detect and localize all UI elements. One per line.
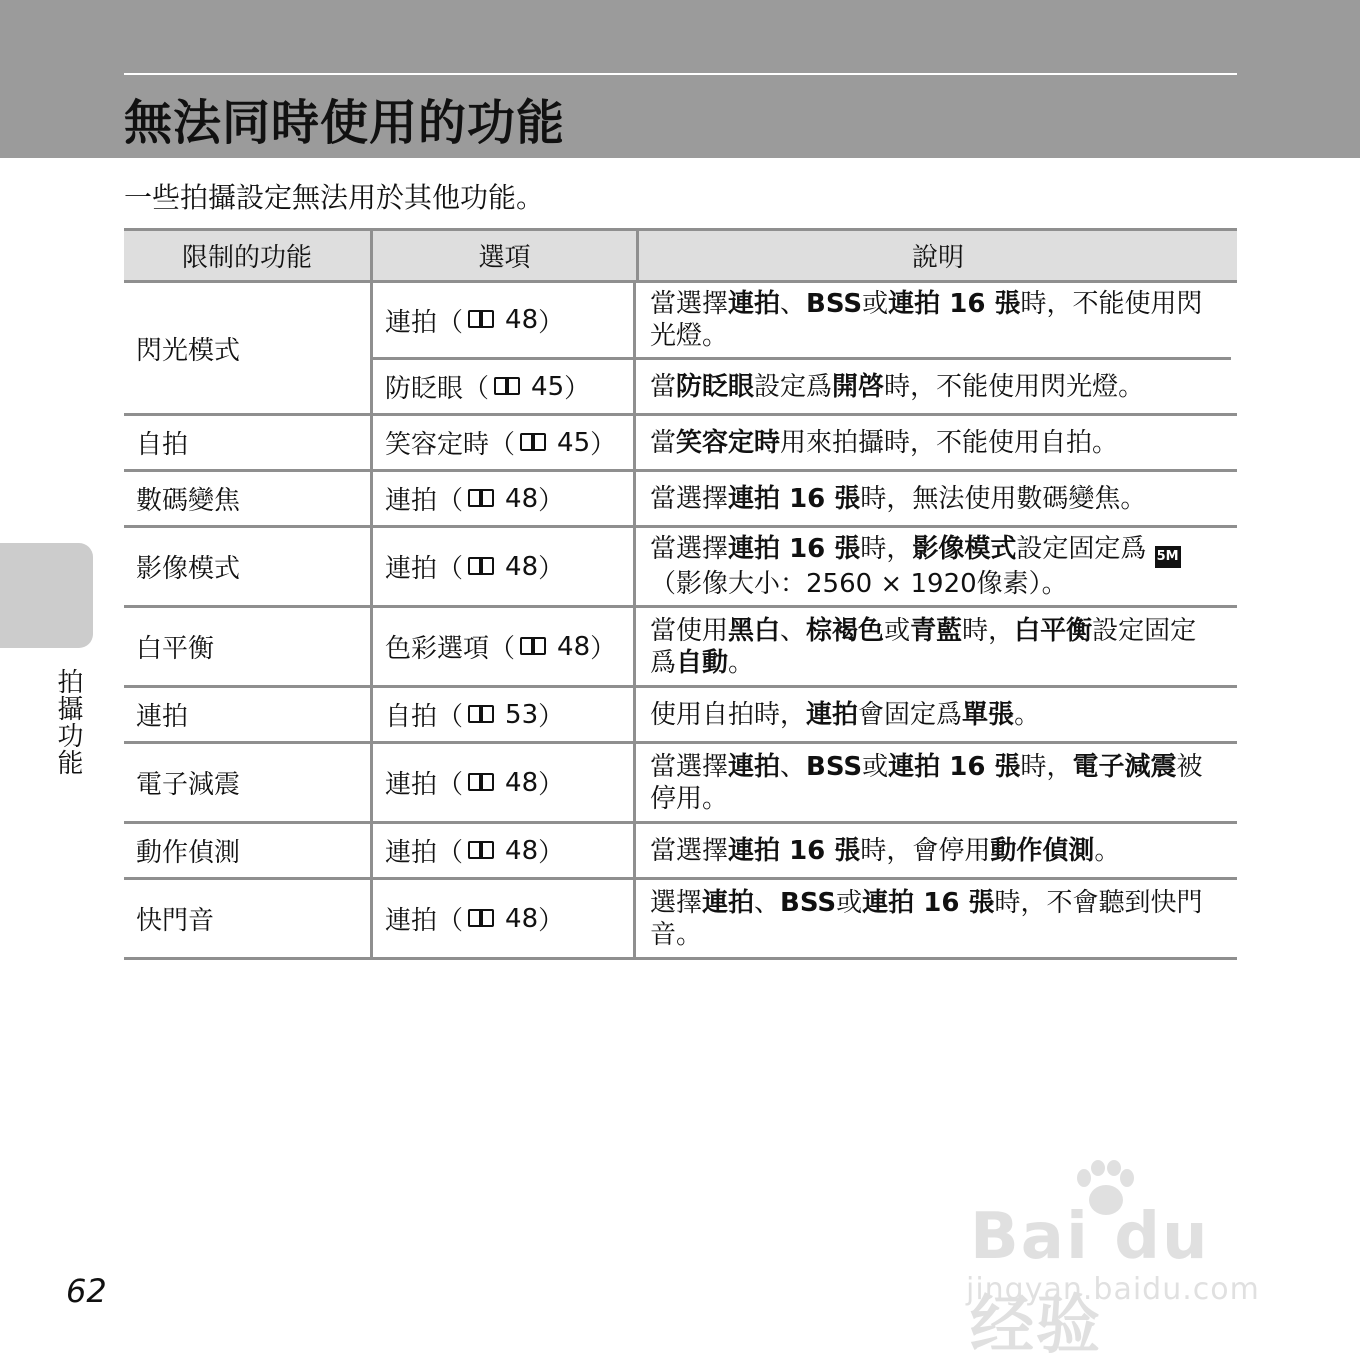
description-segment: 當	[650, 371, 677, 402]
table-row-group	[124, 416, 1237, 472]
option-label: 連拍	[385, 554, 438, 584]
table-row	[370, 824, 1231, 877]
watermark-logo: Bai du 经验	[970, 1200, 1210, 1363]
ref-close-paren: ）	[590, 634, 617, 664]
description-cell	[633, 360, 1231, 413]
description-emphasis: 連拍	[702, 887, 755, 918]
description-emphasis: 單張	[962, 699, 1015, 730]
description-text	[650, 887, 1217, 951]
description-segment: 設定爲	[754, 371, 833, 402]
description-cell	[633, 283, 1231, 357]
table-row-group	[124, 472, 1237, 528]
table-row	[370, 744, 1231, 821]
description-segment: 當選擇	[650, 483, 729, 514]
option-label: 連拍	[385, 906, 438, 936]
description-cell	[633, 416, 1231, 469]
description-segment: 或	[862, 289, 889, 319]
ref-close-paren: ）	[538, 486, 565, 516]
option-cell	[370, 472, 633, 525]
ref-open-paren: （	[489, 430, 516, 460]
description-segment: 。	[1014, 699, 1041, 730]
option-label: 連拍	[385, 838, 438, 868]
option-rows	[370, 880, 1231, 957]
description-emphasis: 白平衡	[1014, 615, 1093, 646]
watermark	[960, 1160, 1280, 1363]
page-reference: 48	[505, 483, 539, 514]
description-cell	[633, 688, 1231, 741]
option-cell	[370, 688, 633, 741]
description-segment: 時，	[860, 534, 913, 564]
description-segment: 時，	[1020, 751, 1073, 782]
ref-open-paren: （	[437, 307, 464, 338]
table-row-group	[124, 824, 1237, 880]
description-cell	[633, 528, 1231, 605]
description-emphasis: 連拍	[806, 699, 859, 730]
option-label: 防眨眼	[385, 374, 464, 404]
description-text	[650, 371, 1144, 403]
ref-open-paren: （	[489, 634, 516, 664]
description-text	[650, 427, 1118, 459]
description-emphasis: 連拍	[728, 751, 781, 782]
description-segment: （影像大小：2560 × 1920像素）。	[650, 569, 1068, 599]
table-body	[124, 283, 1237, 960]
header-description: 說明	[636, 231, 1237, 280]
option-rows	[370, 472, 1231, 525]
table-row-group	[124, 880, 1237, 960]
book-reference-icon	[467, 908, 497, 930]
option-label: 連拍	[385, 770, 438, 800]
intro-text: 一些拍攝設定無法用於其他功能。	[124, 181, 545, 214]
description-segment: 或	[836, 887, 863, 918]
ref-close-paren: ）	[564, 374, 591, 404]
feature-cell: 白平衡	[136, 634, 215, 664]
table-row-group	[124, 608, 1237, 688]
option-cell	[370, 744, 633, 821]
ref-open-paren: （	[437, 702, 464, 732]
book-reference-icon	[467, 772, 497, 794]
ref-open-paren: （	[463, 374, 490, 404]
description-segment: 時，不能使用閃光燈。	[884, 371, 1145, 402]
page-reference: 48	[505, 305, 539, 335]
feature-cell: 影像模式	[136, 554, 241, 584]
image-size-5m-icon: 5M	[1155, 546, 1181, 568]
description-emphasis: 連拍 16 張	[888, 289, 1021, 319]
page-reference: 48	[505, 551, 539, 582]
option-label: 連拍	[385, 307, 438, 338]
description-segment: 時，會停用	[860, 835, 991, 866]
description-segment: 、	[754, 887, 781, 918]
description-segment: 時，無法使用數碼變焦。	[860, 483, 1147, 514]
description-emphasis: 自動	[676, 647, 729, 678]
table-row-group	[124, 688, 1237, 744]
table-row	[370, 688, 1231, 741]
table-row	[370, 360, 1231, 413]
description-segment: 時，	[962, 615, 1015, 646]
ref-close-paren: ）	[538, 307, 565, 338]
table-row-group	[124, 528, 1237, 608]
option-rows	[370, 528, 1231, 605]
description-segment: 、	[780, 751, 807, 782]
feature-cell: 閃光模式	[136, 335, 241, 366]
description-segment: 或	[862, 751, 889, 782]
book-reference-icon	[467, 309, 497, 331]
description-emphasis: 笑容定時	[676, 427, 781, 458]
book-reference-icon	[519, 636, 549, 658]
table-row	[370, 528, 1231, 605]
description-segment: 、	[780, 615, 807, 646]
feature-cell: 自拍	[136, 430, 189, 460]
page-reference: 48	[505, 835, 539, 866]
table-row	[370, 472, 1231, 525]
description-emphasis: 連拍 16 張	[728, 483, 861, 514]
option-label: 笑容定時	[385, 430, 490, 460]
book-reference-icon	[519, 432, 549, 454]
description-segment: 時，不會聽到快門音。	[650, 887, 1203, 950]
description-segment: 。	[1094, 835, 1121, 866]
description-emphasis: BSS	[780, 887, 837, 918]
description-segment: 用來拍攝時，不能使用自拍。	[780, 427, 1119, 458]
table-row-group	[124, 744, 1237, 824]
description-emphasis: 動作偵測	[990, 835, 1095, 866]
description-segment: 當選擇	[650, 534, 729, 564]
description-text	[650, 288, 1217, 352]
option-rows	[370, 416, 1231, 469]
description-emphasis: 影像模式	[912, 534, 1017, 564]
feature-cell: 數碼變焦	[136, 486, 241, 516]
option-cell	[370, 824, 633, 877]
option-rows	[370, 744, 1231, 821]
side-tab	[0, 543, 93, 648]
option-cell	[370, 283, 633, 357]
description-cell	[633, 472, 1231, 525]
option-cell	[370, 416, 633, 469]
book-reference-icon	[493, 376, 523, 398]
description-emphasis: BSS	[806, 289, 863, 319]
description-emphasis: BSS	[806, 751, 863, 782]
table-row	[370, 880, 1231, 957]
book-reference-icon	[467, 704, 497, 726]
header-feature: 限制的功能	[181, 243, 312, 273]
ref-close-paren: ）	[538, 702, 565, 732]
ref-open-paren: （	[437, 838, 464, 868]
description-emphasis: 連拍 16 張	[888, 751, 1021, 782]
book-reference-icon	[467, 840, 497, 862]
description-text	[650, 699, 1040, 731]
description-segment: 設定固定爲	[650, 615, 1197, 678]
table-row	[370, 283, 1231, 360]
ref-close-paren: ）	[590, 430, 617, 460]
option-cell	[370, 608, 633, 685]
book-reference-icon	[467, 556, 497, 578]
description-segment: 當使用	[650, 615, 729, 646]
ref-open-paren: （	[437, 486, 464, 516]
feature-cell: 電子減震	[136, 770, 241, 800]
description-emphasis: 黑白	[728, 615, 781, 646]
description-emphasis: 連拍 16 張	[862, 887, 995, 918]
description-cell	[633, 880, 1231, 957]
description-segment: 當選擇	[650, 751, 729, 782]
description-emphasis: 青藍	[910, 615, 963, 646]
ref-close-paren: ）	[538, 838, 565, 868]
page-number: 62	[66, 1272, 107, 1310]
feature-cell: 動作偵測	[136, 838, 241, 868]
watermark-url: jingyan.baidu.com	[966, 1272, 1260, 1307]
option-rows	[370, 608, 1231, 685]
description-segment: 或	[884, 615, 911, 646]
description-segment: 時，不能使用閃光燈。	[650, 289, 1203, 351]
option-label: 色彩選項	[385, 634, 490, 664]
description-text	[650, 751, 1217, 815]
ref-close-paren: ）	[538, 770, 565, 800]
ref-close-paren: ）	[538, 906, 565, 936]
ref-open-paren: （	[437, 906, 464, 936]
page-reference: 48	[505, 767, 539, 798]
option-cell	[370, 528, 633, 605]
description-cell	[633, 608, 1231, 685]
ref-open-paren: （	[437, 770, 464, 800]
description-emphasis: 開啓	[832, 371, 885, 402]
description-emphasis: 連拍 16 張	[728, 835, 861, 866]
ref-close-paren: ）	[538, 554, 565, 584]
table-row	[370, 416, 1231, 469]
description-cell	[633, 824, 1231, 877]
side-section-label: 拍攝功能	[53, 668, 83, 776]
table-row	[370, 608, 1231, 685]
option-label: 自拍	[385, 702, 438, 732]
description-cell	[633, 744, 1231, 821]
description-segment: 、	[780, 289, 807, 319]
description-emphasis: 連拍	[728, 289, 781, 319]
page-reference: 45	[531, 371, 565, 402]
option-rows	[370, 283, 1231, 413]
description-segment: 被停用。	[650, 751, 1203, 814]
book-reference-icon	[467, 488, 497, 510]
ref-open-paren: （	[437, 554, 464, 584]
description-text	[650, 835, 1120, 867]
restrictions-table	[124, 228, 1237, 960]
feature-cell: 連拍	[136, 702, 189, 732]
header-option: 選項	[370, 231, 636, 280]
table-header	[124, 228, 1237, 283]
description-segment: 使用自拍時，	[650, 699, 807, 730]
description-text	[650, 533, 1217, 600]
description-segment: 當選擇	[650, 289, 729, 319]
header-rule	[124, 73, 1237, 75]
page-reference: 48	[505, 903, 539, 934]
option-label: 連拍	[385, 486, 438, 516]
option-cell	[370, 880, 633, 957]
description-segment: 會固定爲	[858, 699, 963, 730]
description-segment: 選擇	[650, 887, 703, 918]
option-cell	[370, 360, 633, 413]
page-reference: 53	[505, 699, 539, 730]
page-reference: 48	[557, 631, 591, 662]
page-title: 無法同時使用的功能	[124, 95, 566, 151]
table-row-group	[124, 283, 1237, 416]
description-emphasis: 電子減震	[1072, 751, 1177, 782]
description-text	[650, 483, 1146, 515]
option-rows	[370, 688, 1231, 741]
description-emphasis: 連拍 16 張	[728, 534, 861, 564]
description-emphasis: 棕褐色	[806, 615, 885, 646]
feature-cell: 快門音	[136, 906, 215, 936]
description-emphasis: 防眨眼	[676, 371, 755, 402]
description-segment: 設定固定爲	[1016, 534, 1155, 564]
page-reference: 45	[557, 427, 591, 458]
description-segment: 當選擇	[650, 835, 729, 866]
description-segment: 。	[728, 647, 755, 678]
description-segment: 當	[650, 427, 677, 458]
description-text	[650, 615, 1217, 679]
option-rows	[370, 824, 1231, 877]
